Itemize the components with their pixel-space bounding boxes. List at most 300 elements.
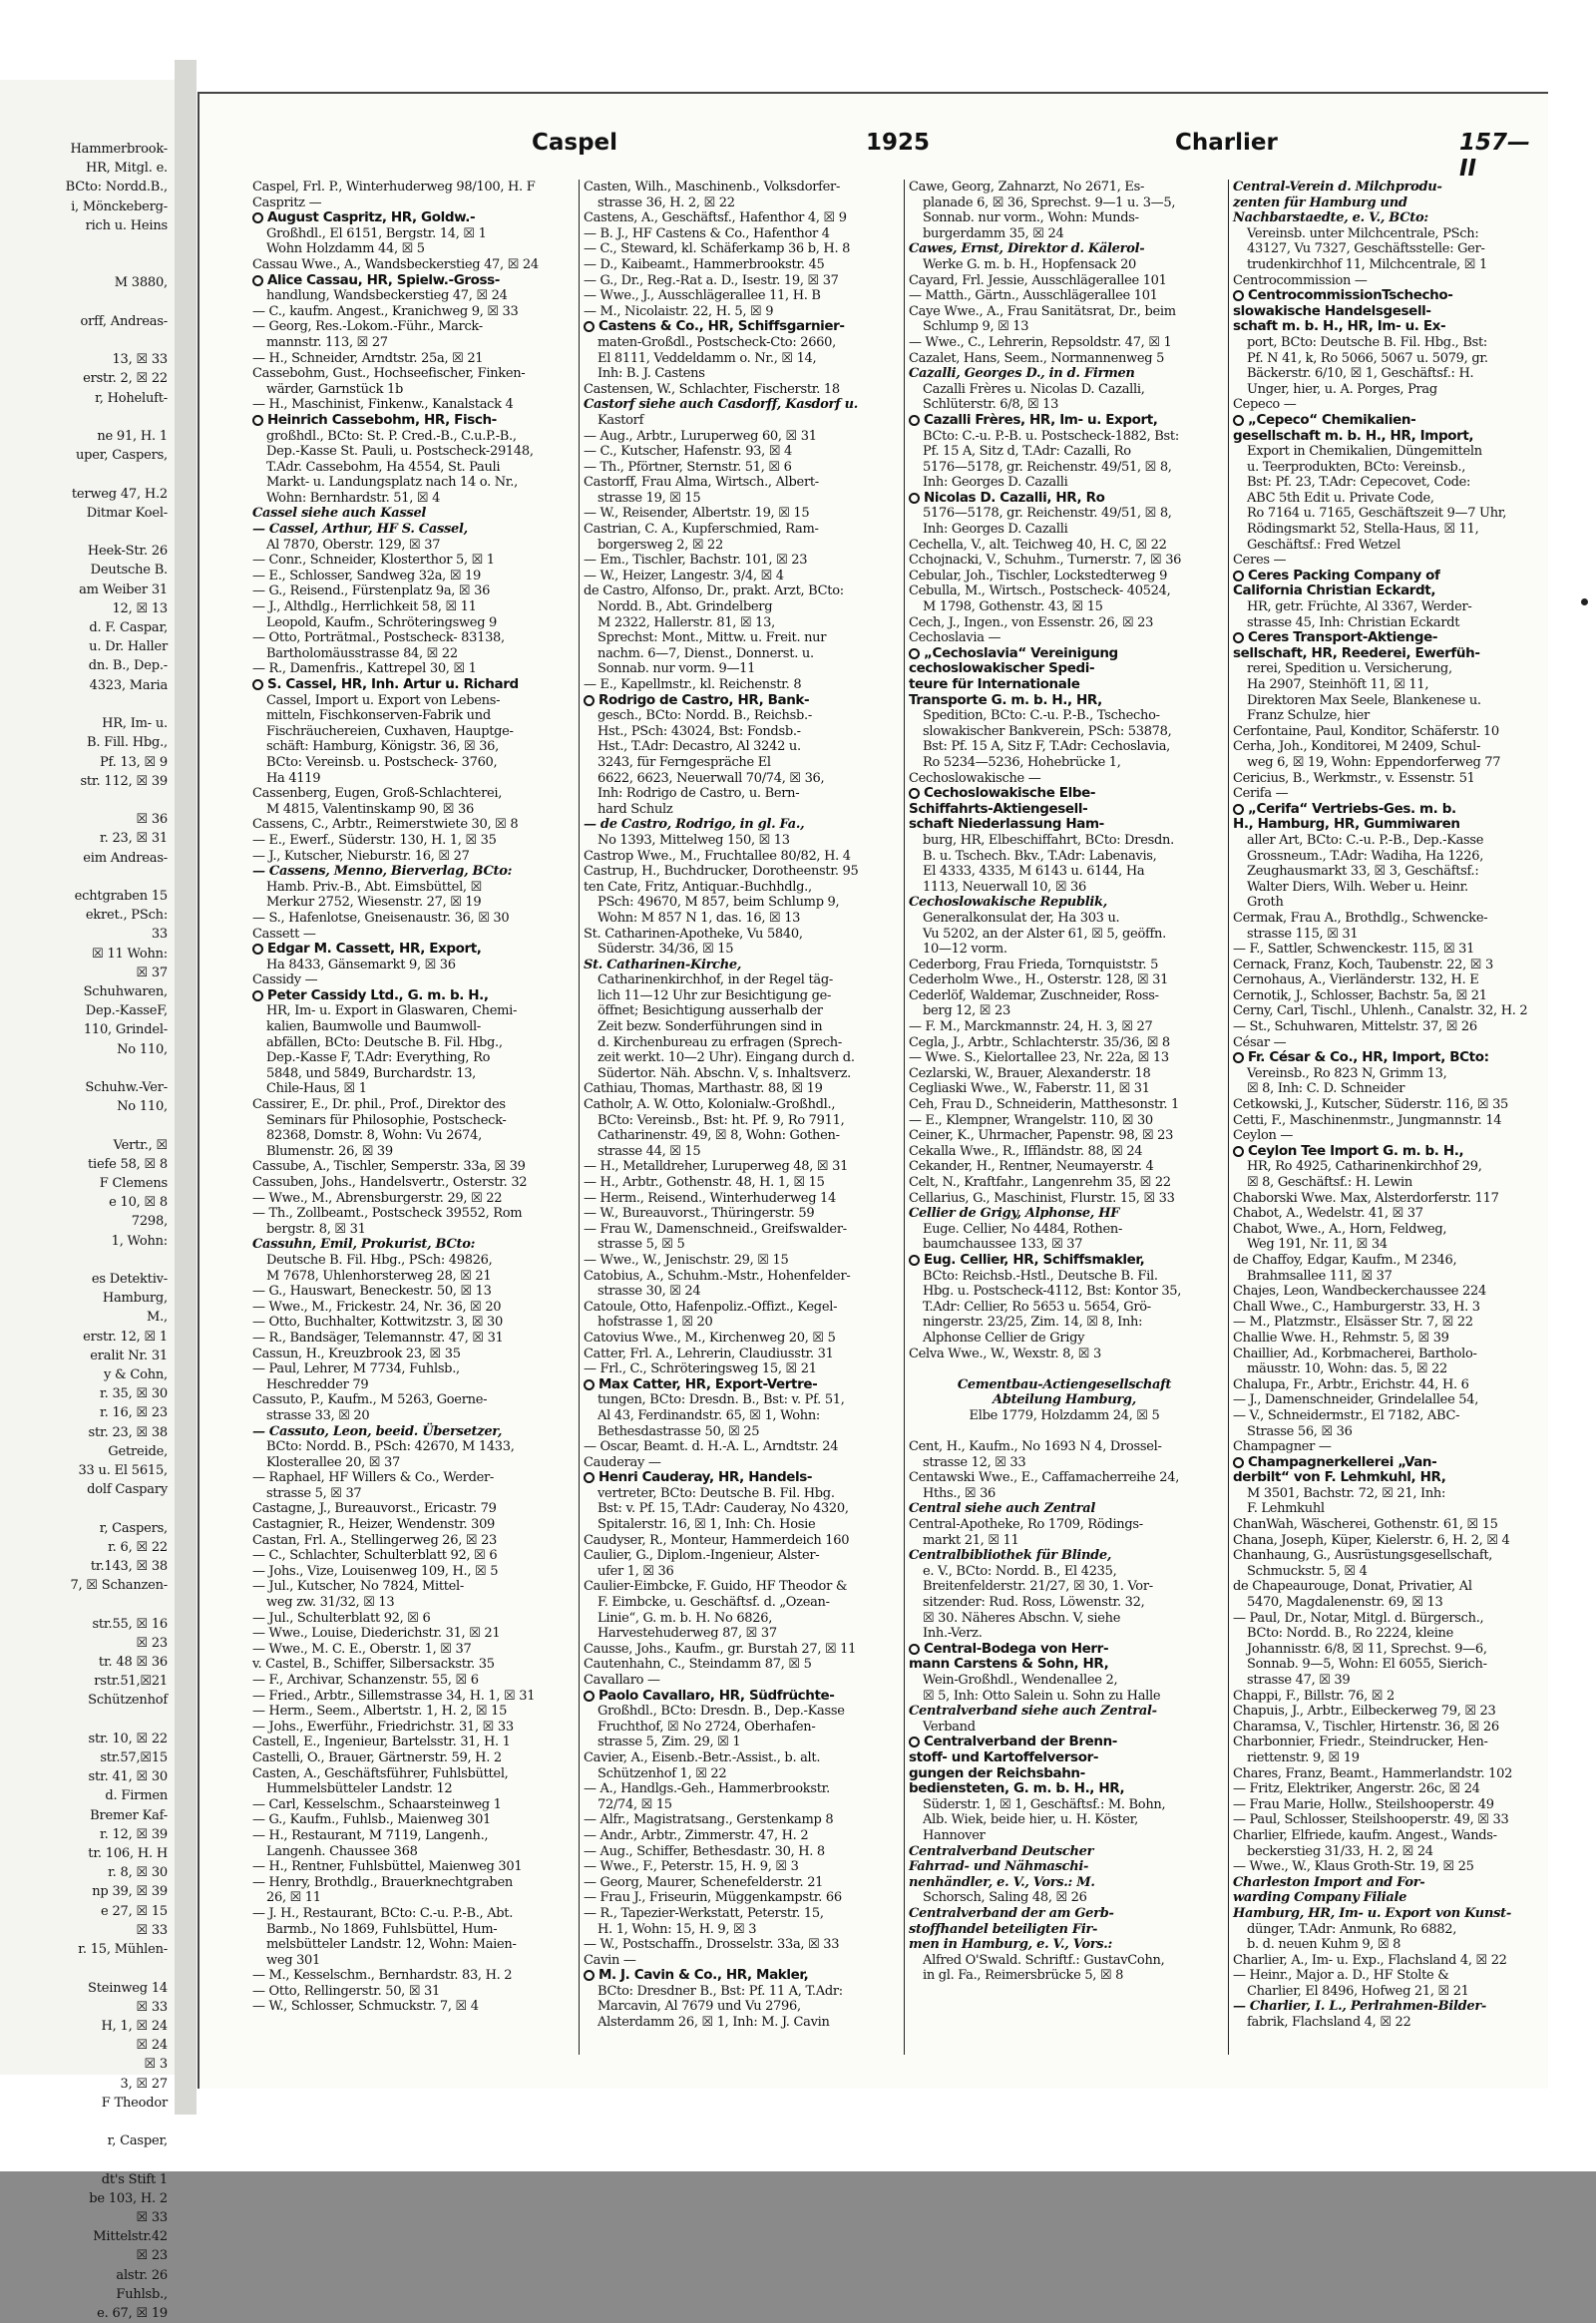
register-circle-icon bbox=[1233, 290, 1244, 301]
directory-entry bbox=[252, 988, 564, 1004]
entry-text: PSch: 49670, M 857, beim Schlump 9, bbox=[598, 895, 840, 911]
entry-text: Central siehe auch Zentral bbox=[909, 1501, 1095, 1517]
entry-text: Casten, A., Geschäftsführer, Fuhlsbüttel, bbox=[252, 1765, 509, 1781]
directory-entry bbox=[909, 708, 1220, 724]
entry-text: Alphonse Cellier de Grigy bbox=[923, 1330, 1085, 1346]
entry-text: — S., Hafenlotse, Gneisenaustr. 36, ☒ 30 bbox=[252, 910, 510, 926]
directory-entry bbox=[252, 1081, 564, 1097]
entry-text: warding Company Filiale bbox=[1233, 1890, 1407, 1906]
directory-entry bbox=[909, 1890, 1220, 1906]
entry-text: Ceres Transport-Aktienge- bbox=[1248, 629, 1438, 646]
directory-entry bbox=[1233, 1097, 1544, 1113]
entry-text: „Cepeco“ Chemikalien- bbox=[1248, 411, 1416, 428]
entry-text: Johannisstr. 6/8, ☒ 11, Sprechst. 9—6, bbox=[1247, 1641, 1487, 1657]
directory-entry bbox=[1233, 1657, 1544, 1673]
directory-entry bbox=[909, 1284, 1220, 1300]
directory-entry bbox=[1233, 1875, 1544, 1891]
directory-entry bbox=[252, 1999, 564, 2015]
previous-page-line: F Clemens bbox=[99, 1175, 168, 1191]
entry-text: — Wwe., M. C. E., Oberstr. 1, ☒ 37 bbox=[252, 1641, 472, 1657]
directory-entry bbox=[1233, 1113, 1544, 1129]
directory-entry bbox=[1233, 1222, 1544, 1238]
entry-text: Spitalerstr. 16, ☒ 1, Inh: Ch. Hosie bbox=[598, 1517, 816, 1533]
directory-entry bbox=[584, 1455, 895, 1471]
directory-entry bbox=[584, 1797, 895, 1813]
entry-text: — Raphael, HF Willers & Co., Werder- bbox=[252, 1470, 495, 1486]
directory-entry bbox=[1233, 1564, 1544, 1580]
directory-entry bbox=[252, 180, 564, 195]
directory-entry bbox=[1233, 1331, 1544, 1347]
directory-entry bbox=[252, 351, 564, 367]
directory-entry bbox=[909, 413, 1220, 429]
entry-text: BCto: Nordd. B., PSch: 42670, M 1433, bbox=[266, 1439, 515, 1455]
entry-text: — H., Maschinist, Finkenw., Kanalstack 4 bbox=[252, 397, 514, 413]
directory-entry bbox=[909, 273, 1220, 289]
directory-entry bbox=[252, 1424, 564, 1440]
previous-page-line: erstr. 2, ☒ 22 bbox=[83, 371, 168, 387]
directory-entry bbox=[584, 1113, 895, 1129]
entry-text: Caulier-Eimbcke, F. Guido, HF Theodor & bbox=[584, 1579, 848, 1595]
previous-page-line bbox=[2, 254, 172, 273]
directory-entry bbox=[252, 646, 564, 662]
directory-entry bbox=[584, 755, 895, 771]
entry-text: strasse 45, Inh: Christian Eckardt bbox=[1247, 614, 1460, 630]
previous-page-line: e. 67, ☒ 19 bbox=[97, 2305, 168, 2321]
directory-entry bbox=[584, 1144, 895, 1160]
entry-text: BCto: Reichsb.-Hstl., Deutsche B. Fil. bbox=[923, 1268, 1158, 1284]
directory-entry bbox=[909, 1081, 1220, 1097]
entry-text: — A., Handlgs.-Geh., Hammerbrookstr. bbox=[584, 1781, 830, 1797]
entry-text: b. d. neuen Kuhm 9, ☒ 8 bbox=[1247, 1937, 1401, 1953]
entry-text: — J., Kutscher, Nieburstr. 16, ☒ 27 bbox=[252, 848, 470, 864]
directory-entry bbox=[584, 786, 895, 802]
entry-text: — E., Kapellmstr., kl. Reichenstr. 8 bbox=[584, 677, 802, 692]
directory-entry bbox=[252, 1781, 564, 1797]
directory-entry bbox=[1233, 1361, 1544, 1377]
register-circle-icon bbox=[1233, 1457, 1244, 1468]
entry-text: — H., Schneider, Arndtstr. 25a, ☒ 21 bbox=[252, 350, 484, 366]
directory-entry bbox=[909, 1408, 1220, 1424]
directory-entry bbox=[909, 1191, 1220, 1207]
header-first-entry: Caspel bbox=[532, 130, 618, 156]
entry-text: Franz Schulze, hier bbox=[1247, 708, 1370, 724]
entry-text: — Wwe., W., Jenischstr. 29, ☒ 15 bbox=[584, 1252, 789, 1268]
entry-text: — Andr., Arbtr., Zimmerstr. 47, H. 2 bbox=[584, 1827, 809, 1843]
directory-entry bbox=[252, 1611, 564, 1627]
register-circle-icon bbox=[252, 944, 263, 955]
directory-entry bbox=[584, 538, 895, 554]
directory-entry bbox=[252, 1003, 564, 1019]
register-circle-icon bbox=[584, 1970, 595, 1981]
previous-page-line: tiefe 58, ☒ 8 bbox=[88, 1156, 168, 1172]
directory-entry bbox=[909, 1269, 1220, 1285]
directory-entry bbox=[584, 1315, 895, 1331]
column-1 bbox=[252, 180, 564, 2055]
directory-entry bbox=[252, 1579, 564, 1595]
directory-entry bbox=[1233, 880, 1544, 896]
entry-text: strasse 5, Zim. 29, ☒ 1 bbox=[598, 1735, 741, 1750]
directory-entry bbox=[584, 366, 895, 382]
entry-text: Castan, Frl. A., Stellingerweg 26, ☒ 23 bbox=[252, 1532, 498, 1548]
entry-text: — Georg, Res.-Lokom.-Führ., Marck- bbox=[252, 319, 483, 335]
directory-entry bbox=[584, 1642, 895, 1658]
directory-entry bbox=[584, 195, 895, 211]
entry-text: sitzender: Rud. Ross, Löwenstr. 32, bbox=[923, 1595, 1145, 1611]
directory-entry bbox=[909, 1470, 1220, 1486]
directory-entry bbox=[909, 1812, 1220, 1828]
directory-entry bbox=[1233, 817, 1544, 833]
entry-text: strasse 30, ☒ 24 bbox=[598, 1284, 701, 1300]
entry-text: Barmb., No 1869, Fuhlsbüttel, Hum- bbox=[266, 1921, 498, 1937]
previous-page-line bbox=[2, 868, 172, 887]
directory-entry bbox=[252, 1922, 564, 1938]
entry-text: Chaborski Wwe. Max, Alsterdorferstr. 117 bbox=[1233, 1190, 1499, 1206]
previous-page-line: Hamburg, bbox=[102, 1291, 168, 1307]
entry-text: aller Art, BCto: C.-u. P.-B., Dep.-Kasse bbox=[1247, 832, 1484, 848]
entry-text: Nordd. B., Abt. Grindelberg bbox=[598, 599, 773, 615]
entry-text: Eug. Cellier, HR, Schiffsmakler, bbox=[924, 1251, 1145, 1268]
directory-entry bbox=[252, 1501, 564, 1517]
directory-entry bbox=[252, 583, 564, 599]
directory-entry bbox=[252, 413, 564, 429]
entry-text: Causse, Johs., Kaufm., gr. Burstah 27, ☒ 11 bbox=[584, 1641, 857, 1657]
directory-entry bbox=[584, 1533, 895, 1549]
directory-entry bbox=[1233, 1144, 1544, 1160]
entry-text: Bst: v. Pf. 15, T.Adr: Cauderay, No 4320, bbox=[598, 1501, 849, 1517]
directory-entry bbox=[1233, 1673, 1544, 1689]
directory-entry bbox=[584, 942, 895, 958]
entry-text: Castagne, J., Bureauvorst., Ericastr. 79 bbox=[252, 1501, 497, 1517]
previous-page-line bbox=[2, 331, 172, 350]
directory-entry bbox=[1233, 1517, 1544, 1533]
entry-text: Charlier, A., Im- u. Exp., Flachsland 4, ☒ 22 bbox=[1233, 1952, 1507, 1968]
directory-entry bbox=[584, 1579, 895, 1595]
directory-entry bbox=[584, 880, 895, 896]
directory-entry bbox=[909, 226, 1220, 242]
entry-text: Schützenhof 1, ☒ 22 bbox=[598, 1765, 727, 1781]
directory-entry bbox=[584, 1175, 895, 1191]
entry-text: weg zw. 31/32, ☒ 13 bbox=[266, 1595, 395, 1611]
directory-entry bbox=[584, 771, 895, 787]
directory-entry bbox=[584, 1750, 895, 1766]
entry-text: Groth bbox=[1247, 895, 1284, 911]
directory-entry bbox=[252, 630, 564, 646]
entry-text: — Paul, Lehrer, M 7734, Fuhlsb., bbox=[252, 1361, 460, 1377]
directory-entry bbox=[909, 958, 1220, 973]
entry-text: markt 21, ☒ 11 bbox=[923, 1532, 1019, 1548]
previous-page-line: y & Cohn, bbox=[103, 1367, 168, 1382]
directory-columns bbox=[252, 180, 1539, 2055]
directory-entry bbox=[1233, 646, 1544, 662]
entry-text: — R., Tapezier-Werkstatt, Peterstr. 15, bbox=[584, 1905, 824, 1921]
entry-text: Cathiau, Thomas, Marthastr. 88, ☒ 19 bbox=[584, 1081, 823, 1097]
entry-text: Castagnier, R., Heizer, Wendenstr. 309 bbox=[252, 1517, 496, 1533]
entry-text: mitteln, Fischkonserven-Fabrik und bbox=[266, 708, 491, 724]
entry-text: BCto: Dresdner B., Bst: Pf. 11 A, T.Adr: bbox=[598, 1983, 843, 1999]
entry-text: — V., Schneidermstr., El 7182, ABC- bbox=[1233, 1407, 1460, 1423]
directory-entry bbox=[584, 988, 895, 1004]
entry-text: St. Catharinen-Apotheke, Vu 5840, bbox=[584, 926, 803, 942]
previous-page-line bbox=[2, 791, 172, 810]
directory-entry bbox=[252, 1050, 564, 1066]
previous-page-line bbox=[2, 1251, 172, 1270]
directory-entry bbox=[1233, 1797, 1544, 1813]
directory-entry bbox=[909, 366, 1220, 382]
previous-page-line: ne 91, H. 1 bbox=[97, 429, 168, 445]
entry-text: Spedition, BCto: C.-u. P.-B., Tschecho- bbox=[923, 708, 1160, 724]
directory-entry bbox=[1233, 988, 1544, 1004]
entry-text: Cebular, Joh., Tischler, Lockstedterweg 9 bbox=[909, 568, 1168, 583]
directory-entry bbox=[252, 1361, 564, 1377]
entry-text: Cazalli Frères, HR, Im- u. Export, bbox=[924, 411, 1158, 428]
directory-entry bbox=[909, 1237, 1220, 1253]
entry-text: Charbonnier, Friedr., Steindrucker, Hen- bbox=[1233, 1735, 1488, 1750]
directory-entry bbox=[252, 1222, 564, 1238]
entry-text: Cechoslavia — bbox=[909, 630, 1001, 646]
directory-entry bbox=[1233, 1859, 1544, 1875]
directory-entry bbox=[909, 615, 1220, 631]
directory-entry bbox=[584, 460, 895, 476]
entry-text: Charlier, El 8496, Hofweg 21, ☒ 21 bbox=[1247, 1983, 1469, 1999]
register-circle-icon bbox=[1233, 571, 1244, 581]
directory-entry bbox=[909, 1315, 1220, 1331]
directory-entry bbox=[252, 1735, 564, 1750]
directory-entry bbox=[584, 1424, 895, 1440]
directory-entry bbox=[252, 444, 564, 460]
directory-entry bbox=[584, 1517, 895, 1533]
previous-page-line: Schuhw.-Ver- bbox=[85, 1079, 168, 1095]
entry-text: 3243, für Ferngespräche El bbox=[598, 754, 771, 770]
directory-entry bbox=[584, 1906, 895, 1922]
directory-entry bbox=[1233, 475, 1544, 491]
directory-entry bbox=[584, 1206, 895, 1222]
directory-entry bbox=[1233, 802, 1544, 818]
directory-entry bbox=[1233, 1922, 1544, 1938]
directory-entry bbox=[584, 958, 895, 973]
previous-page-line: tr. 48 ☒ 36 bbox=[98, 1655, 168, 1671]
entry-text: Cent, H., Kaufm., No 1693 N 4, Drossel- bbox=[909, 1439, 1162, 1455]
entry-text: e. V., BCto: Nordd. B., El 4235, bbox=[923, 1563, 1117, 1579]
entry-text: Cassube, A., Tischler, Semperstr. 33a, ☒ 39 bbox=[252, 1159, 526, 1175]
directory-entry bbox=[1233, 210, 1544, 226]
entry-text: Wohn: Bernhardstr. 51, ☒ 4 bbox=[266, 490, 441, 506]
entry-text: — M., Platzmstr., Elsässer Str. 7, ☒ 22 bbox=[1233, 1315, 1473, 1331]
directory-entry bbox=[1233, 1392, 1544, 1408]
directory-entry bbox=[1233, 351, 1544, 367]
previous-page-line: Steinweg 14 bbox=[88, 1980, 168, 1996]
directory-entry bbox=[252, 1828, 564, 1844]
directory-entry bbox=[909, 1735, 1220, 1750]
entry-text: 1113, Neuerwall 10, ☒ 36 bbox=[923, 879, 1086, 895]
entry-text: — J. H., Restaurant, BCto: C.-u. P.-B., Abt. bbox=[252, 1905, 514, 1921]
directory-entry bbox=[584, 522, 895, 538]
register-circle-icon bbox=[252, 990, 263, 1001]
directory-entry bbox=[909, 460, 1220, 476]
entry-text: HR, Im- u. Export in Glaswaren, Chemi- bbox=[266, 1003, 518, 1019]
entry-text: großhdl., BCto: St. P. Cred.-B., C.u.P.-B., bbox=[266, 428, 517, 444]
register-circle-icon bbox=[1233, 804, 1244, 815]
directory-entry bbox=[252, 1392, 564, 1408]
previous-page-line: 13, ☒ 33 bbox=[112, 352, 168, 368]
directory-entry bbox=[909, 895, 1220, 911]
directory-entry bbox=[252, 1113, 564, 1129]
entry-text: — C., Schlachter, Schulterblatt 92, ☒ 6 bbox=[252, 1548, 498, 1564]
register-circle-icon bbox=[909, 788, 920, 799]
directory-entry bbox=[909, 1611, 1220, 1627]
directory-entry bbox=[584, 1501, 895, 1517]
entry-text: Cederborg, Frau Frieda, Tornquiststr. 5 bbox=[909, 957, 1159, 972]
entry-text: Cassenberg, Eugen, Groß-Schlachterei, bbox=[252, 786, 503, 802]
directory-entry bbox=[252, 1968, 564, 1984]
entry-text: — F., Sattler, Schwenckestr. 115, ☒ 31 bbox=[1233, 942, 1475, 958]
directory-entry bbox=[252, 1300, 564, 1316]
directory-entry bbox=[584, 1859, 895, 1875]
directory-entry bbox=[252, 615, 564, 631]
entry-text: Caudyser, R., Monteur, Hammerdeich 160 bbox=[584, 1532, 850, 1548]
entry-text: — Cassel, Arthur, HF S. Cassel, bbox=[252, 522, 468, 538]
directory-entry bbox=[252, 1642, 564, 1658]
entry-text: Central-Bodega von Herr- bbox=[924, 1640, 1109, 1657]
directory-entry bbox=[909, 1455, 1220, 1471]
directory-entry bbox=[1233, 895, 1544, 911]
entry-text: César — bbox=[1233, 1034, 1287, 1050]
previous-page-line: e 10, ☒ 8 bbox=[109, 1195, 168, 1211]
directory-entry bbox=[1233, 1237, 1544, 1253]
entry-text: M 2322, Hallerstr. 81, ☒ 13, bbox=[598, 614, 775, 630]
directory-entry bbox=[584, 257, 895, 273]
entry-text: Heinrich Cassebohm, HR, Fisch- bbox=[267, 411, 497, 428]
directory-entry bbox=[252, 880, 564, 896]
directory-entry bbox=[252, 1408, 564, 1424]
directory-entry bbox=[252, 1439, 564, 1455]
directory-entry bbox=[584, 1408, 895, 1424]
entry-text: — Herm., Reisend., Winterhuderweg 14 bbox=[584, 1190, 836, 1206]
directory-entry bbox=[909, 553, 1220, 569]
directory-entry bbox=[1233, 1828, 1544, 1844]
entry-text: Cegliaski Wwe., W., Faberstr. 11, ☒ 31 bbox=[909, 1081, 1150, 1097]
entry-text: — St., Schuhwaren, Mittelstr. 37, ☒ 26 bbox=[1233, 1019, 1477, 1035]
register-circle-icon bbox=[584, 695, 595, 706]
entry-text: Cechoslowakische — bbox=[909, 770, 1041, 786]
entry-text: Chajes, Leon, Wandbeckerchaussee 224 bbox=[1233, 1284, 1486, 1300]
entry-text: strasse 5, ☒ 5 bbox=[598, 1237, 685, 1253]
directory-entry bbox=[1233, 1253, 1544, 1269]
previous-page-line: ☒ 23 bbox=[136, 1635, 168, 1651]
entry-text: — Matth., Gärtn., Ausschlägerallee 101 bbox=[909, 288, 1158, 304]
directory-entry bbox=[1233, 599, 1544, 615]
directory-entry bbox=[584, 335, 895, 351]
entry-text: Hamburg, HR, Im- u. Export von Kunst- bbox=[1233, 1905, 1511, 1921]
directory-entry bbox=[584, 1470, 895, 1486]
directory-entry bbox=[252, 1377, 564, 1393]
directory-entry bbox=[584, 1626, 895, 1642]
entry-text: Ha 8433, Gänsemarkt 9, ☒ 36 bbox=[266, 957, 456, 972]
entry-text: Chile-Haus, ☒ 1 bbox=[266, 1081, 367, 1097]
directory-entry bbox=[909, 1128, 1220, 1144]
entry-text: Cellier de Grigy, Alphonse, HF bbox=[909, 1206, 1120, 1222]
register-circle-icon bbox=[252, 275, 263, 286]
entry-text: T.Adr. Cassebohm, Ha 4554, St. Pauli bbox=[266, 459, 501, 475]
directory-entry bbox=[1233, 849, 1544, 865]
entry-text bbox=[909, 1424, 913, 1439]
margin-dot bbox=[1581, 598, 1588, 605]
entry-text: strasse 19, ☒ 15 bbox=[598, 490, 701, 506]
entry-text: — W., Postschaffn., Drosselstr. 33a, ☒ 33 bbox=[584, 1937, 840, 1953]
previous-page-line bbox=[2, 465, 172, 484]
directory-entry bbox=[1233, 1906, 1544, 1922]
directory-entry bbox=[252, 1206, 564, 1222]
directory-entry bbox=[252, 1269, 564, 1285]
entry-text: Cazalet, Hans, Seem., Normannenweg 5 bbox=[909, 350, 1165, 366]
directory-entry bbox=[252, 849, 564, 865]
directory-entry bbox=[252, 1844, 564, 1860]
directory-entry bbox=[584, 429, 895, 445]
directory-entry bbox=[584, 1253, 895, 1269]
entry-text: „Cerifa“ Vertriebs-Ges. m. b. bbox=[1248, 800, 1456, 817]
entry-text: — C., Steward, kl. Schäferkamp 36 b, H. 8 bbox=[584, 241, 851, 257]
directory-entry bbox=[584, 413, 895, 429]
previous-page-line: ☒ 33 bbox=[136, 1999, 168, 2015]
entry-text: Castens, A., Geschäftsf., Hafenthor 4, ☒ 9 bbox=[584, 210, 847, 226]
directory-entry bbox=[1233, 1315, 1544, 1331]
directory-entry bbox=[909, 1331, 1220, 1347]
entry-text: Ro 7164 u. 7165, Geschäftszeit 9—7 Uhr, bbox=[1247, 506, 1507, 522]
entry-text: strasse 33, ☒ 20 bbox=[266, 1407, 370, 1423]
previous-page-line: str. 112, ☒ 39 bbox=[80, 773, 168, 789]
previous-page-line: B. Fill. Hbg., bbox=[86, 735, 168, 751]
directory-entry bbox=[1233, 553, 1544, 569]
previous-page-line: Schuhwaren, bbox=[83, 983, 168, 999]
entry-text: Challie Wwe. H., Rehmstr. 5, ☒ 39 bbox=[1233, 1330, 1449, 1346]
entry-text: — Wwe., C., Lehrerin, Repsoldstr. 47, ☒ 1 bbox=[909, 334, 1172, 350]
directory-entry bbox=[1233, 1548, 1544, 1564]
directory-entry bbox=[1233, 444, 1544, 460]
entry-text: Werke G. m. b. H., Hopfensack 20 bbox=[923, 256, 1137, 272]
entry-text: Ha 2907, Steinhöft 11, ☒ 11, bbox=[1247, 677, 1429, 692]
entry-text: trudenkirchhof 11, Milchcentrale, ☒ 1 bbox=[1247, 256, 1487, 272]
entry-text: Cetkowski, J., Kutscher, Süderstr. 116, ☒ 35 bbox=[1233, 1097, 1509, 1113]
previous-page-line: 33 u. El 5615, bbox=[78, 1463, 168, 1479]
directory-entry bbox=[584, 241, 895, 257]
previous-page-line: ☒ 37 bbox=[136, 965, 168, 980]
entry-text: — Fried., Arbtr., Sillemstrasse 34, H. 1, ☒ 31 bbox=[252, 1688, 536, 1704]
directory-entry bbox=[252, 288, 564, 304]
directory-entry bbox=[252, 553, 564, 569]
entry-text: — Cassens, Menno, Bierverlag, BCto: bbox=[252, 864, 513, 880]
directory-entry bbox=[1233, 1081, 1544, 1097]
directory-entry bbox=[584, 864, 895, 880]
entry-text: — Wwe. S., Kielortallee 23, Nr. 22a, ☒ 13 bbox=[909, 1050, 1169, 1066]
entry-text: — W., Heizer, Langestr. 3/4, ☒ 4 bbox=[584, 568, 784, 583]
entry-text: Cechella, V., alt. Teichweg 40, H. C, ☒ 22 bbox=[909, 537, 1167, 553]
directory-entry bbox=[252, 1548, 564, 1564]
entry-text: Cassirer, E., Dr. phil., Prof., Direktor des bbox=[252, 1097, 506, 1113]
previous-page-line bbox=[2, 1711, 172, 1730]
entry-text: M 7678, Uhlenhorsterweg 28, ☒ 21 bbox=[266, 1268, 492, 1284]
directory-entry bbox=[1233, 1050, 1544, 1066]
directory-entry bbox=[584, 1081, 895, 1097]
directory-entry bbox=[1233, 615, 1544, 631]
previous-page-line: dn. B., Dep.- bbox=[88, 658, 168, 674]
previous-page-line: str. 41, ☒ 30 bbox=[88, 1769, 168, 1785]
entry-text: Hths., ☒ 36 bbox=[923, 1485, 997, 1501]
entry-text: — Otto, Rellingerstr. 50, ☒ 31 bbox=[252, 1983, 440, 1999]
entry-text: tungen, BCto: Dresdn. B., Bst: v. Pf. 51, bbox=[598, 1392, 845, 1408]
directory-entry bbox=[584, 802, 895, 818]
entry-text: Cementbau-Actiengesellschaft bbox=[957, 1376, 1172, 1392]
entry-text: — Johs., Ewerführ., Friedrichstr. 31, ☒ 33 bbox=[252, 1719, 514, 1735]
entry-text: Abteilung Hamburg, bbox=[993, 1392, 1136, 1408]
